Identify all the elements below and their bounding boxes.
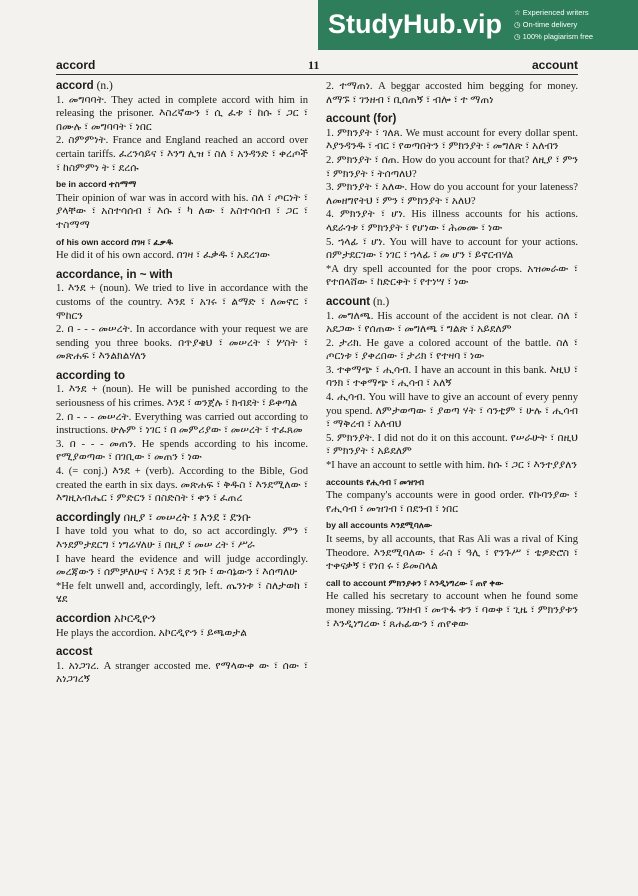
subentry-heading: accounts የሒሳብ ፣ መዝገብ [326, 476, 425, 487]
entry-sense: 3. ምክንያት ፣ አለው. How do you account for your lateness? ለመዘግየትህ ፣ ምን ፣ ምክንያት ፣ አለህ? [326, 182, 578, 207]
entry-sense: 1. አነጋገረ. A stranger accosted me. የማላውቀ ው ፣ ሰው ፣ አነጋገረኝ [56, 660, 308, 686]
entry-sense: 2. ስምምነት. France and England reached an accord over certain tariffs. ፈረንሳይና ፣ እንግ ሊዝ ፣ ስለ ፣ አንዳንድ ፣ ቀረጦች ፣ ከስምምነ ት ፣ ደረሱ [56, 135, 308, 174]
left-column [56, 80, 308, 687]
entry-sense: *I have an account to settle with him. ከሱ ፣ ጋር ፣ እንተያያለን [326, 460, 578, 472]
headword [326, 113, 578, 127]
entry-sense: 2. በ - - - መሠረት. In accordance with your request we are sending you three books. በጥያቄህ ፣ መሠረት ፣ ሦስት ፣ መጽሐፍ ፣ እንልክልሃለን [56, 324, 308, 363]
headword-term: account [326, 295, 371, 308]
entry-sense: 4. ሒሳብ. You will have to give an account of every penny you spend. ለምታወጣው ፣ ያወጣ ሃት ፣ ሳንቲም ፣ ሁሉ ፣ ሒሳብ ፣ ማቅረብ ፣ አለብህ [326, 392, 578, 431]
subentry-heading: call to account ምክንያቱን ፣ እንዲነግረው ፣ ጠየ ቀው [326, 577, 504, 588]
headword-gloss: አኮርዲዮን [110, 612, 156, 625]
headword [56, 512, 308, 526]
entry-sense: 1. ምክንያት ፣ ገለጸ. We must account for every dollar spent. እያንዳንዱ ፣ ብር ፣ የወጣበትን ፣ ምክንያት ፣ መግለጽ ፣ አለብን [326, 127, 578, 153]
entry-sense: 1. መግለጫ. His account of the accident is not clear. ስለ ፣ አደጋው ፣ የሰጠው ፣ መግለጫ ፣ ግልጽ ፣ አይደለም [326, 310, 578, 336]
entry-sense: 1. መግባባት. They acted in complete accord with him in releasing the prisoner. እስረኛውን ፣ ሲ ፈቱ ፣ ከሱ ፣ ጋር ፣ በሙሉ ፣ መግባባት ፣ ነበር [56, 94, 308, 133]
entry-sense: *A dry spell accounted for the poor crops. አዝመራው ፣ የተበላሸው ፣ ከድርቀት ፣ የተነሣ ፣ ነው [326, 263, 578, 289]
running-head-left: accord [56, 58, 96, 72]
entry-sense: 5. ምክንያት. I did not do it on this account. የሠራሁት ፣ በዚህ ፣ ምክንያት ፣ አይደለም [326, 432, 578, 458]
headword [56, 613, 308, 627]
entry-sense: 4. (= conj.) እንደ + (verb). According to the Bible, God created the earth in six days. መጽሐፍ ፣ ቅዱስ ፣ እንደሚለው ፣ እግዚአብሔር ፣ ምድርን ፣ በስድስት ፣ ቀን ፣ ፈጠረ [56, 466, 308, 505]
headword [56, 269, 308, 283]
entry-sense: It seems, by all accounts, that Ras Ali was a rival of King Theodore. እንደሚባለው ፣ ራስ ፣ ዓሊ ፣ የንጉሥ ፣ ቴዎድሮስ ፣ ተቀናቃኝ ፣ የነበ ሩ ፣ ይመስላል [326, 534, 578, 573]
entry-sense: 4. ምክንያት ፣ ሆነ. His illness accounts for his actions. ላደራጎቱ ፣ ምክንያት ፣ የሆነው ፣ ሕመሙ ፣ ነው [326, 209, 578, 234]
entry-sense: 1. እንደ + (noun). We tried to live in accordance with the customs of the country. እንደ ፣ አገሩ ፣ ልማድ ፣ ለመኖር ፣ ሞከርን [56, 283, 308, 322]
headword [56, 646, 308, 660]
entry-sense: He plays the accordion. አኮርዲዮን ፣ ይጫወታል [56, 627, 247, 639]
feature-writers: ☆ Experienced writers [514, 8, 589, 17]
header-rule [56, 74, 578, 75]
entry-sense: 2. በ - - - መሠረት. Everything was carried out according to instructions. ሁሉም ፣ ነገር ፣ በ መምሪያው ፣ መሠረት ፣ ተፈጸመ [56, 411, 308, 437]
entry-sense: 2. ታሪክ. He gave a colored account of the battle. ስለ ፣ ጦርነቱ ፣ ያቀረበው ፣ ታሪክ ፣ የተዛባ ፣ ነው [326, 337, 578, 363]
entry-sense: I have told you what to do, so act accordingly. ምን ፣ እንደምታደርግ ፣ ነግሬሃለሁ ፤ በዚያ ፣ መሠ ረት ፣ ሥራ [56, 526, 308, 551]
headword-term: accordion [56, 612, 111, 625]
promo-banner[interactable] [318, 0, 638, 50]
subentry-heading: of his own accord በገዛ ፣ ፈቃዱ [56, 236, 174, 247]
entry-sense: *He felt unwell and, accordingly, left. ጤንነቱ ፣ ስለታወከ ፣ ሄደ [56, 580, 308, 606]
headword-term: accordingly [56, 511, 121, 524]
entry-sense: He called his secretary to account when he found some money missing. ገንዘብ ፣ መጥፋ ቱን ፣ ባወቀ ፣ ጊዜ ፣ ምክንያቱን ፣ እንዲነግረው ፣ ጸሐፊውን ፣ ጠየቀው [326, 591, 578, 630]
headword-gloss: (n.) [93, 80, 113, 92]
page-number: 11 [308, 58, 320, 72]
headword-gloss: (n.) [370, 295, 390, 308]
headword-term: accost [56, 646, 93, 659]
entry-sense: Their opinion of war was in accord with his. ስለ ፣ ጦርነት ፣ ያላቸው ፣ አስተሳሰብ ፣ እሱ ፣ ካ ለው ፣ አስተሳሰብ ፣ ጋር ፣ ተስማማ [56, 192, 308, 231]
entry-sense: The company's accounts were in good order. የኩባንያው ፣ የሒሳብ ፣ መዝገብ ፣ በደንብ ፣ ነበር [326, 490, 578, 515]
headword [56, 80, 308, 94]
headword-term: accord [56, 80, 94, 92]
headword-term: account (for) [326, 113, 397, 126]
entry-sense: He did it of his own accord. በገዛ ፣ ፈቃዱ ፣ አደረገው [56, 250, 270, 262]
feature-delivery: ◷ On-time delivery [514, 20, 578, 29]
subentry-heading: be in accord ተስማማ [56, 179, 137, 190]
headword-term: according to [56, 369, 126, 382]
right-column [326, 80, 578, 631]
subentry-heading: by all accounts እንደሚባለው [326, 520, 433, 531]
headword-gloss: በዚያ ፣ መሠረት ፤ እንደ ፣ ደንቡ [120, 511, 251, 524]
entry-sense: 2. ምክንያት ፣ ሰጠ. How do you account for that? ለዚያ ፣ ምን ፣ ምክንያት ፣ ትሰጣለህ? [326, 154, 578, 180]
entry-sense: I have heard the evidence and will judge accordingly. መረጃውን ፣ ሰምቻለሁና ፣ እንደ ፣ ደ ንቡ ፣ ውሳኔውን ፣ እሰጣለሁ [56, 553, 308, 579]
entry-sense: 5. ኀላፊ ፣ ሆነ. You will have to account for your actions. በምታደርገው ፣ ነገር ፣ ኀላፊ ፣ መ ሆን ፣ ይኖርብሃል [326, 236, 578, 262]
entry-sense: 2. ተማጠነ. A beggar accosted him begging for money. ለማኙ ፣ ገንዘብ ፣ ቢሰጠኝ ፣ ብሎ ፣ ተ ማጠነ [326, 81, 578, 106]
running-head-right: account [531, 58, 578, 72]
entry-sense: 3. ተቀማጭ ፣ ሒሳብ. I have an account in this bank. እዚህ ፣ ባንክ ፣ ተቀማጭ ፣ ሒሳብ ፣ አለኝ [326, 364, 578, 390]
feature-plagiarism: ◷ 100% plagiarism free [514, 32, 594, 41]
headword [326, 296, 578, 310]
entry-sense: 3. በ - - - መጠን. He spends according to his income. የሚያወጣው ፣ በገቢው ፣ መጠን ፣ ነው [56, 438, 308, 464]
headword [56, 370, 308, 384]
brand-logo[interactable]: StudyHub.vip [328, 9, 502, 39]
headword-term: accordance, in ~ with [56, 268, 173, 281]
entry-sense: 1. እንደ + (noun). He will be punished according to the seriousness of his crimes. እንደ ፣ ወንጀሉ ፣ ክብደት ፣ ይቀጣል [56, 384, 308, 410]
feature-list [514, 7, 593, 43]
